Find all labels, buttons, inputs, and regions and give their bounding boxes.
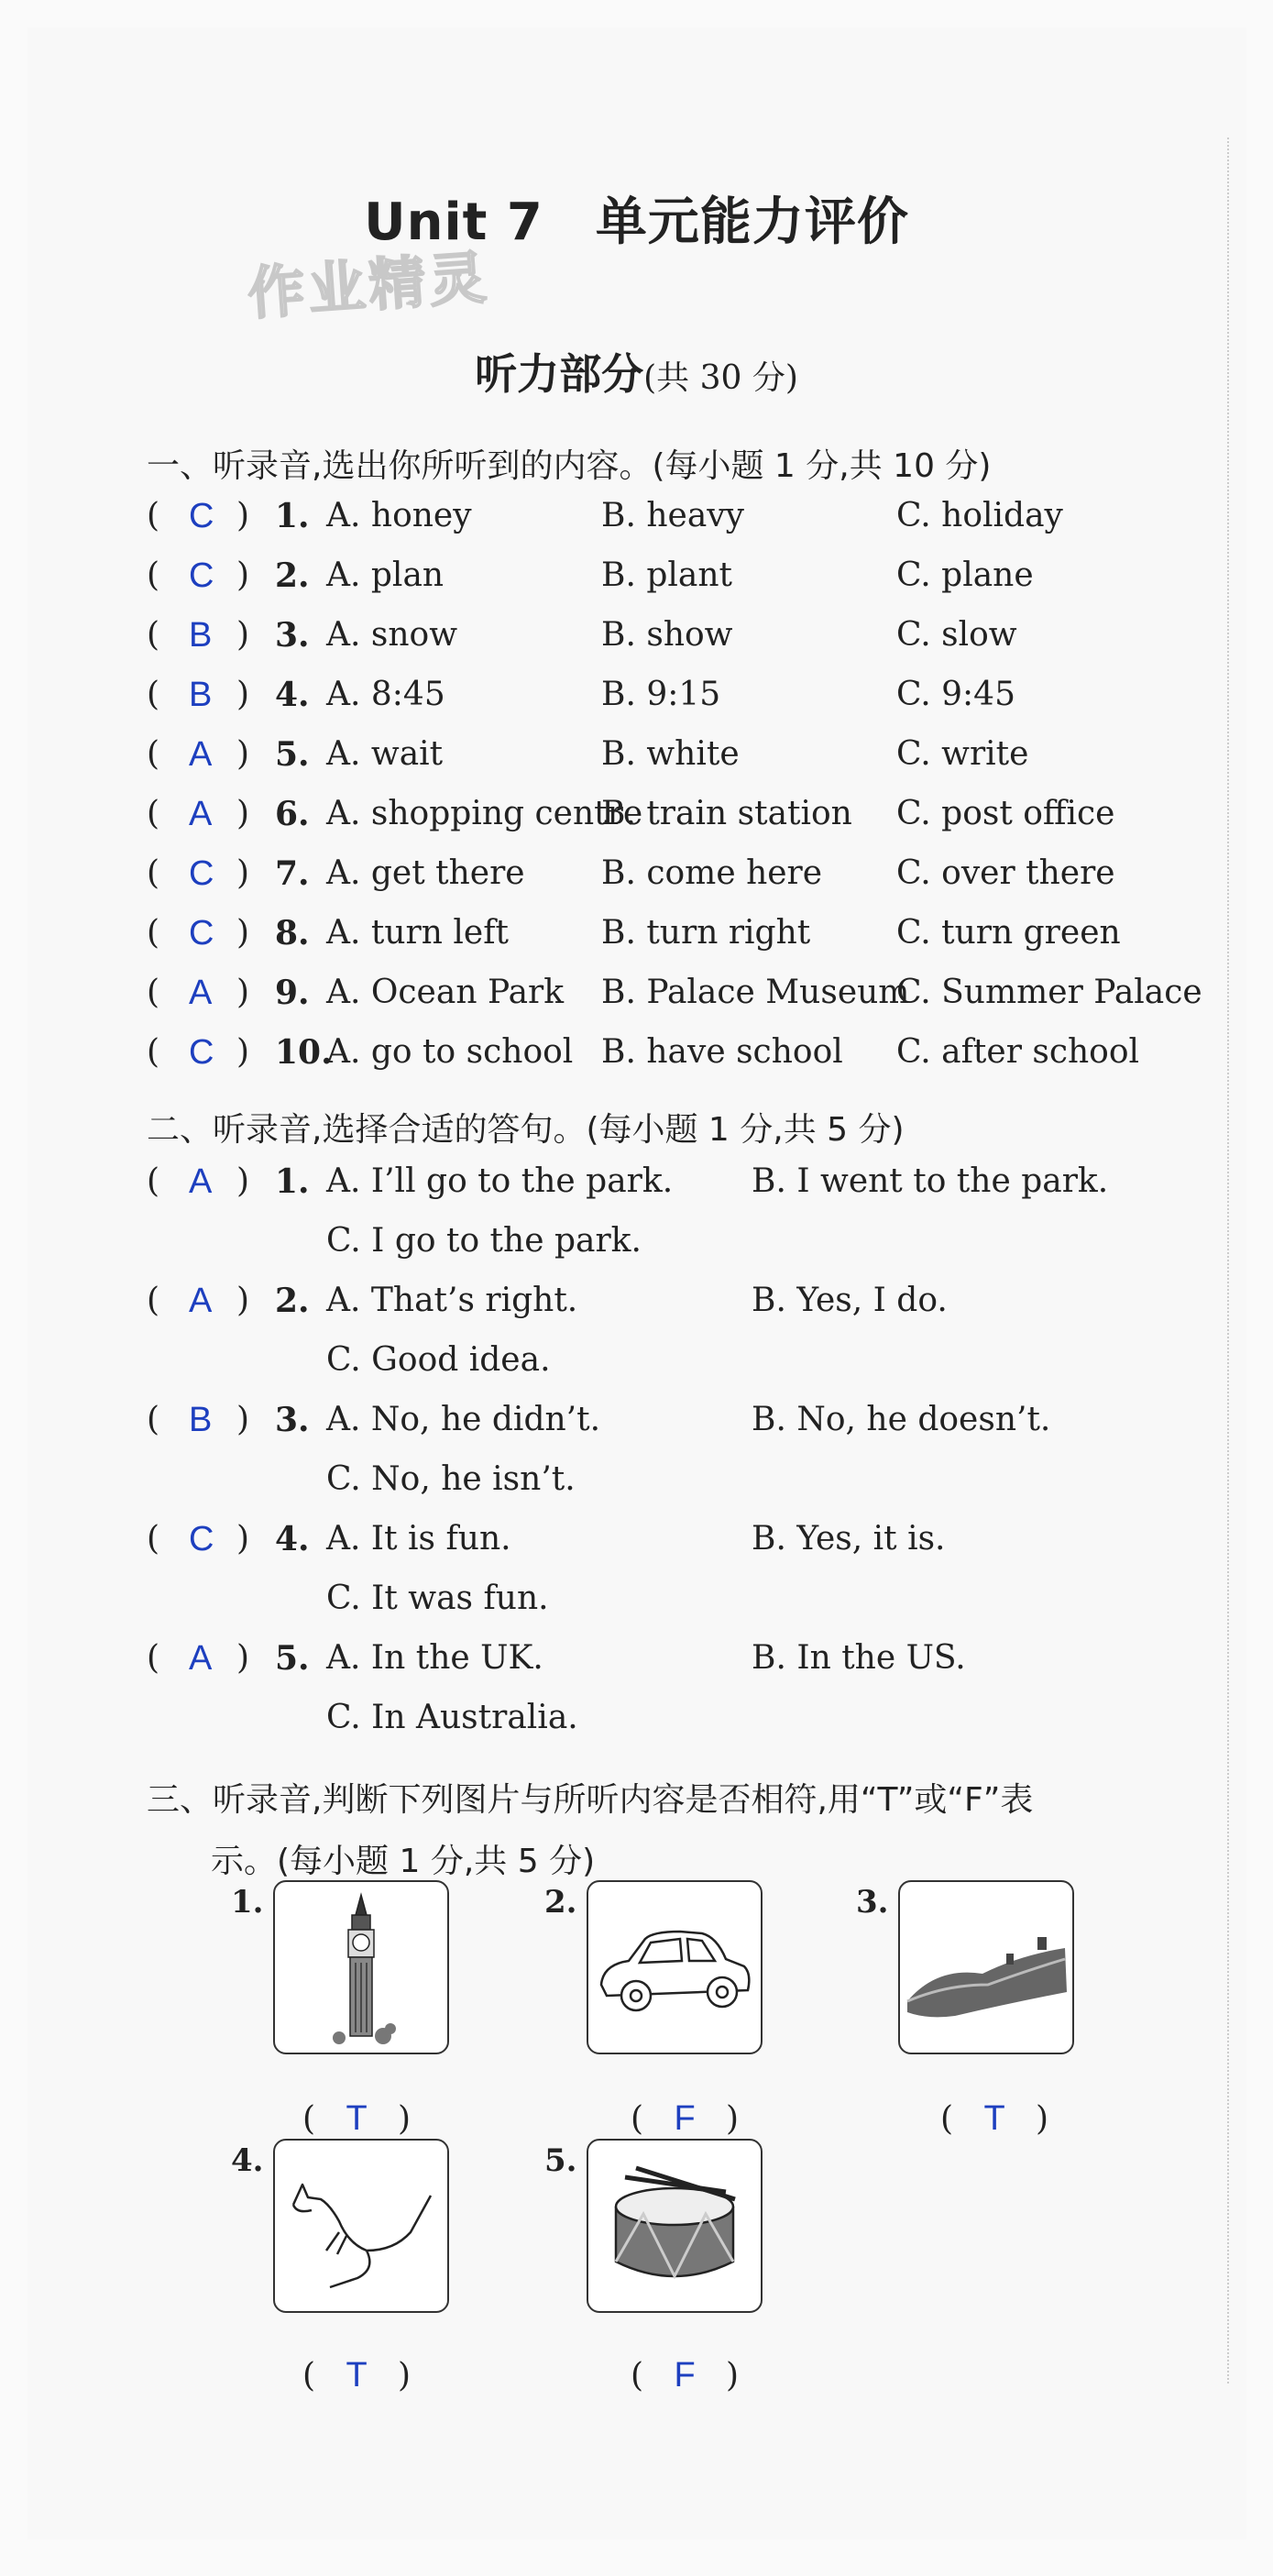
- option-c: C. post office: [896, 795, 1115, 832]
- big-ben-icon: [275, 1882, 447, 2053]
- picture-number: 5.: [544, 2142, 577, 2179]
- answer-paren-open: (: [147, 914, 160, 952]
- question-number: 3.: [275, 616, 310, 655]
- answer-paren-open: (: [147, 854, 160, 892]
- picture-answer: T: [346, 2356, 368, 2394]
- answer-letter: A: [189, 974, 213, 1012]
- choice-row: [147, 497, 1228, 548]
- car-icon: [588, 1882, 761, 2053]
- answer-paren-open: (: [147, 1033, 160, 1071]
- question-number: 4.: [275, 676, 310, 714]
- option-b: B. have school: [601, 1033, 843, 1071]
- answer-paren-close: ): [236, 1162, 250, 1200]
- answer-paren-close: ): [236, 735, 250, 773]
- option-b: B. 9:15: [601, 676, 721, 713]
- picture-answer-row: ( F ): [631, 2099, 740, 2138]
- picture-answer-row: ( F ): [631, 2356, 740, 2394]
- answer-paren-close: ): [236, 1639, 250, 1677]
- question-number: 5.: [275, 1639, 310, 1678]
- picture-number: 3.: [856, 1884, 889, 1921]
- option-b: B. turn right: [601, 914, 811, 952]
- answer-paren-open: (: [147, 497, 160, 534]
- choice-row: [147, 974, 1228, 1025]
- option-b: B. In the US.: [752, 1639, 966, 1677]
- option-a: A. turn left: [326, 914, 509, 952]
- answer-letter: A: [189, 735, 213, 774]
- option-b: B. come here: [601, 854, 823, 892]
- answer-letter: C: [189, 497, 214, 535]
- choice-row: [147, 795, 1228, 846]
- choice-row: [147, 914, 1228, 965]
- answer-letter: B: [189, 676, 213, 714]
- answer-paren-close: ): [236, 914, 250, 952]
- answer-letter: A: [189, 795, 213, 833]
- choice-row: [147, 676, 1228, 727]
- answer-letter: A: [189, 1282, 213, 1320]
- option-a: A. plan: [326, 556, 444, 594]
- answer-letter: C: [189, 854, 214, 893]
- option-b: B. Yes, I do.: [752, 1282, 948, 1319]
- option-a: A. honey: [326, 497, 472, 534]
- choice-row: [147, 556, 1228, 608]
- option-c: C. In Australia.: [326, 1699, 578, 1736]
- option-a: A. go to school: [326, 1033, 574, 1071]
- option-c: C. I go to the park.: [326, 1222, 642, 1260]
- answer-paren-open: (: [147, 974, 160, 1011]
- option-c: C. Summer Palace: [896, 974, 1202, 1011]
- picture-box-car: [587, 1880, 763, 2054]
- answer-paren-close: ): [236, 676, 250, 713]
- part2-heading: 二、听录音,选择合适的答句。(每小题 1 分,共 5 分): [147, 1111, 905, 1149]
- option-a: A. shopping centre: [326, 795, 643, 832]
- watermark: 作业精灵: [246, 243, 492, 328]
- option-c: C. after school: [896, 1033, 1140, 1071]
- page-edge-dots: [1227, 138, 1229, 2383]
- answer-paren-close: ): [236, 974, 250, 1011]
- option-a: A. wait: [326, 735, 444, 773]
- option-c: C. plane: [896, 556, 1034, 594]
- option-a: A. snow: [326, 616, 458, 654]
- answer-paren-open: (: [147, 556, 160, 594]
- answer-letter: C: [189, 1520, 214, 1558]
- question-number: 2.: [275, 556, 310, 595]
- question-number: 2.: [275, 1282, 310, 1320]
- picture-answer: F: [674, 2099, 696, 2138]
- choice-row: [147, 1162, 1228, 1260]
- section-title-note: (共 30 分): [643, 359, 798, 397]
- answer-letter: C: [189, 914, 214, 952]
- answer-paren-close: ): [236, 795, 250, 832]
- option-a: A. No, he didn’t.: [326, 1401, 601, 1438]
- picture-answer-row: ( T ): [940, 2099, 1049, 2138]
- answer-paren-close: ): [236, 497, 250, 534]
- choice-row: [147, 616, 1228, 667]
- question-number: 9.: [275, 974, 310, 1012]
- option-b: B. I went to the park.: [752, 1162, 1109, 1200]
- question-number: 4.: [275, 1520, 310, 1558]
- picture-number: 1.: [231, 1884, 264, 1921]
- option-b: B. Palace Museum: [601, 974, 910, 1011]
- question-number: 1.: [275, 1162, 310, 1201]
- part3-heading-line1: 三、听录音,判断下列图片与所听内容是否相符,用“T”或“F”表: [147, 1781, 1034, 1819]
- answer-paren-open: (: [147, 1282, 160, 1319]
- answer-paren-close: ): [236, 556, 250, 594]
- answer-paren-open: (: [147, 1639, 160, 1677]
- choice-row: [147, 1639, 1228, 1736]
- picture-answer: F: [674, 2356, 696, 2394]
- question-number: 1.: [275, 497, 310, 535]
- option-c: C. over there: [896, 854, 1115, 892]
- answer-letter: C: [189, 556, 214, 595]
- section-title-main: 听力部分: [475, 349, 644, 399]
- option-a: A. I’ll go to the park.: [326, 1162, 674, 1200]
- answer-letter: B: [189, 616, 213, 655]
- drum-icon: [588, 2141, 761, 2311]
- picture-answer: T: [983, 2099, 1005, 2138]
- picture-number: 4.: [231, 2142, 264, 2179]
- answer-paren-open: (: [147, 735, 160, 773]
- question-number: 3.: [275, 1401, 310, 1439]
- section-title: [0, 341, 1273, 402]
- kangaroo-icon: [275, 2141, 447, 2311]
- option-b: B. No, he doesn’t.: [752, 1401, 1051, 1438]
- choice-row: [147, 1401, 1228, 1498]
- option-b: B. Yes, it is.: [752, 1520, 946, 1558]
- answer-paren-open: (: [147, 1520, 160, 1558]
- answer-letter: C: [189, 1033, 214, 1072]
- option-b: B. train station: [601, 795, 852, 832]
- option-a: A. 8:45: [326, 676, 445, 713]
- page-title: Unit 7 单元能力评价: [364, 193, 909, 252]
- answer-paren-open: (: [147, 795, 160, 832]
- picture-box-drum: [587, 2139, 763, 2313]
- option-a: A. In the UK.: [326, 1639, 543, 1677]
- option-c: C. It was fun.: [326, 1580, 549, 1617]
- choice-row: [147, 735, 1228, 787]
- choice-row: [147, 1282, 1228, 1379]
- question-number: 7.: [275, 854, 310, 893]
- answer-paren-close: ): [236, 1401, 250, 1438]
- picture-answer-row: ( T ): [302, 2099, 412, 2138]
- option-c: C. 9:45: [896, 676, 1015, 713]
- option-c: C. turn green: [896, 914, 1121, 952]
- option-b: B. heavy: [601, 497, 744, 534]
- choice-row: [147, 1520, 1228, 1617]
- option-c: C. holiday: [896, 497, 1063, 534]
- option-b: B. plant: [601, 556, 733, 594]
- choice-row: [147, 854, 1228, 906]
- option-c: C. Good idea.: [326, 1341, 551, 1379]
- option-a: A. get there: [326, 854, 525, 892]
- option-b: B. white: [601, 735, 740, 773]
- answer-letter: A: [189, 1639, 213, 1678]
- answer-paren-close: ): [236, 616, 250, 654]
- answer-paren-open: (: [147, 676, 160, 713]
- option-c: C. No, he isn’t.: [326, 1460, 576, 1498]
- question-number: 5.: [275, 735, 310, 774]
- option-b: B. show: [601, 616, 733, 654]
- answer-paren-open: (: [147, 1401, 160, 1438]
- option-a: A. That’s right.: [326, 1282, 578, 1319]
- choice-row: [147, 1033, 1228, 1084]
- answer-paren-close: ): [236, 1033, 250, 1071]
- picture-box-kangaroo: [273, 2139, 449, 2313]
- answer-paren-close: ): [236, 1520, 250, 1558]
- option-a: A. It is fun.: [326, 1520, 511, 1558]
- part1-heading: 一、听录音,选出你所听到的内容。(每小题 1 分,共 10 分): [147, 447, 992, 485]
- part3-heading-line2: 示。(每小题 1 分,共 5 分): [211, 1843, 596, 1880]
- great-wall-icon: [900, 1882, 1072, 2053]
- picture-box-great-wall: [898, 1880, 1074, 2054]
- answer-letter: A: [189, 1162, 213, 1201]
- option-a: A. Ocean Park: [326, 974, 565, 1011]
- question-number: 8.: [275, 914, 310, 952]
- answer-paren-open: (: [147, 1162, 160, 1200]
- question-number: 6.: [275, 795, 310, 833]
- answer-paren-close: ): [236, 854, 250, 892]
- picture-answer-row: ( T ): [302, 2356, 412, 2394]
- answer-paren-close: ): [236, 1282, 250, 1319]
- picture-box-big-ben: [273, 1880, 449, 2054]
- answer-paren-open: (: [147, 616, 160, 654]
- picture-number: 2.: [544, 1884, 577, 1921]
- option-c: C. slow: [896, 616, 1017, 654]
- answer-letter: B: [189, 1401, 213, 1439]
- question-number: 10.: [275, 1033, 333, 1072]
- picture-answer: T: [346, 2099, 368, 2138]
- option-c: C. write: [896, 735, 1029, 773]
